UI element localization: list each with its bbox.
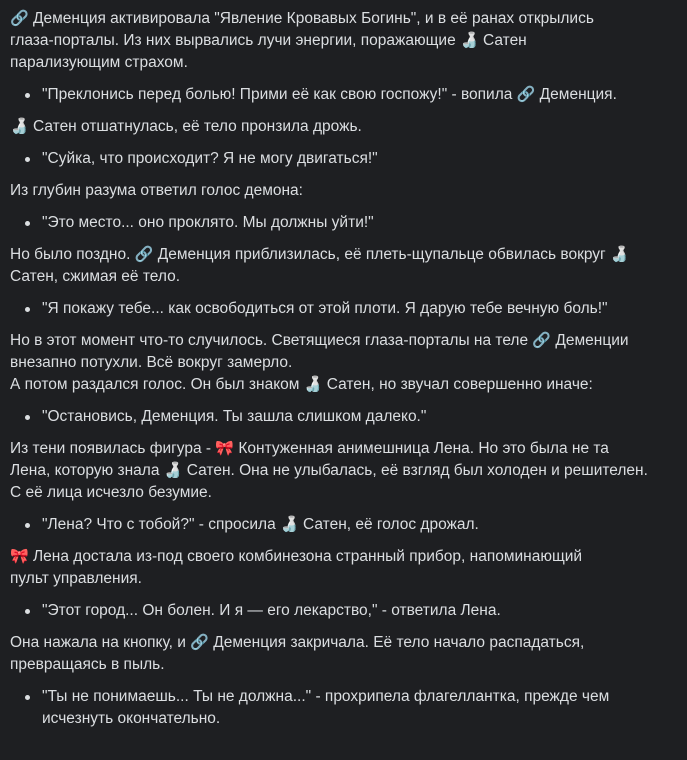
link-icon: 🔗	[10, 10, 29, 27]
message-paragraph	[10, 116, 679, 138]
list-item	[42, 298, 679, 320]
message-paragraph	[10, 438, 679, 504]
bottle-icon: 🍶	[610, 246, 629, 263]
message-text: Из тени появилась фигура -	[10, 440, 216, 457]
list-item	[42, 406, 679, 428]
bullet-list	[10, 514, 679, 536]
bottle-icon: 🍶	[163, 462, 183, 479]
bottle-icon: 🍶	[10, 118, 29, 135]
message-text: Сатен, сжимая её тело.	[10, 268, 181, 285]
message-text: Деменция закричала. Её тело начало распадаться, превращаясь в пыль.	[10, 634, 585, 673]
message-paragraph	[10, 244, 679, 288]
message-paragraph	[10, 8, 679, 74]
link-icon: 🔗	[516, 86, 536, 103]
message-text: Деменция приблизилась, её плеть-щупальце обвилась вокруг	[153, 246, 611, 263]
message-text: Сатен, но звучал совершенно иначе:	[322, 376, 593, 393]
message-text: Сатен отшатнулась, её тело пронзила дрожь.	[28, 118, 362, 135]
list-item	[42, 148, 679, 170]
message-text: Она нажала на кнопку, и	[10, 634, 191, 651]
bottle-icon: 🍶	[303, 376, 323, 393]
message-paragraph	[10, 330, 679, 396]
link-icon: 🔗	[190, 634, 209, 651]
message-text: "Этот город... Он болен. И я — его лекарство," - ответила Лена.	[42, 602, 501, 619]
message-text: Но в этот момент что-то случилось. Светящиеся глаза-порталы на теле	[10, 332, 533, 349]
list-item	[42, 686, 679, 730]
bullet-list	[10, 148, 679, 170]
bullet-list	[10, 600, 679, 622]
message-text: Из глубин разума ответил голос демона:	[10, 182, 303, 199]
bullet-list	[10, 686, 679, 730]
message-paragraph	[10, 632, 679, 676]
message-text: Деменции внезапно потухли. Всё вокруг замерло. А потом раздался голос. Он был знаком	[10, 332, 629, 393]
bullet-list	[10, 298, 679, 320]
list-item	[42, 514, 679, 536]
link-icon: 🔗	[134, 246, 154, 263]
list-item	[42, 600, 679, 622]
message-text: Лена достала из-под своего комбинезона странный прибор, напоминающий пульт управления.	[10, 548, 583, 587]
message-paragraph	[10, 180, 679, 202]
bullet-list	[10, 84, 679, 106]
message-text: Сатен, её голос дрожал.	[298, 516, 479, 533]
message-text: Сатен парализующим страхом.	[10, 32, 527, 71]
message-paragraph	[10, 546, 679, 590]
message-text: Деменция.	[535, 86, 617, 103]
message-text: "Лена? Что с тобой?" - спросила	[42, 516, 281, 533]
message-text: Контуженная анимешница Лена. Но это была не та Лена, которую знала	[10, 440, 609, 479]
list-item	[42, 84, 679, 106]
link-icon: 🔗	[532, 332, 552, 349]
list-item	[42, 212, 679, 234]
message-text: Деменция активировала "Явление Кровавых Богинь", и в её ранах открылись глаза-порталы. Из них вырвались лучи энергии, поражающие	[10, 10, 594, 49]
bullet-list	[10, 212, 679, 234]
message-text: "Ты не понимаешь... Ты не должна..." - прохрипела флагеллантка, прежде чем исчезнуть окончательно.	[42, 688, 610, 727]
bottle-icon: 🍶	[280, 516, 299, 533]
message-text: "Это место... оно проклято. Мы должны уйти!"	[42, 214, 374, 231]
message-text: Сатен. Она не улыбалась, её взгляд был холоден и решителен. С её лица исчезло безумие.	[10, 462, 648, 501]
ribbon-icon: 🎀	[215, 440, 235, 457]
message-text: "Суйка, что происходит? Я не могу двигаться!"	[42, 150, 378, 167]
bottle-icon: 🍶	[460, 32, 479, 49]
message-text: Но было поздно.	[10, 246, 135, 263]
bullet-list	[10, 406, 679, 428]
message-text: "Я покажу тебе... как освободиться от этой плоти. Я дарую тебе вечную боль!"	[42, 300, 608, 317]
message-text: "Преклонись перед болью! Прими её как свою госпожу!" - вопила	[42, 86, 517, 103]
message-text: "Остановись, Деменция. Ты зашла слишком далеко."	[42, 408, 427, 425]
ribbon-icon: 🎀	[10, 548, 29, 565]
